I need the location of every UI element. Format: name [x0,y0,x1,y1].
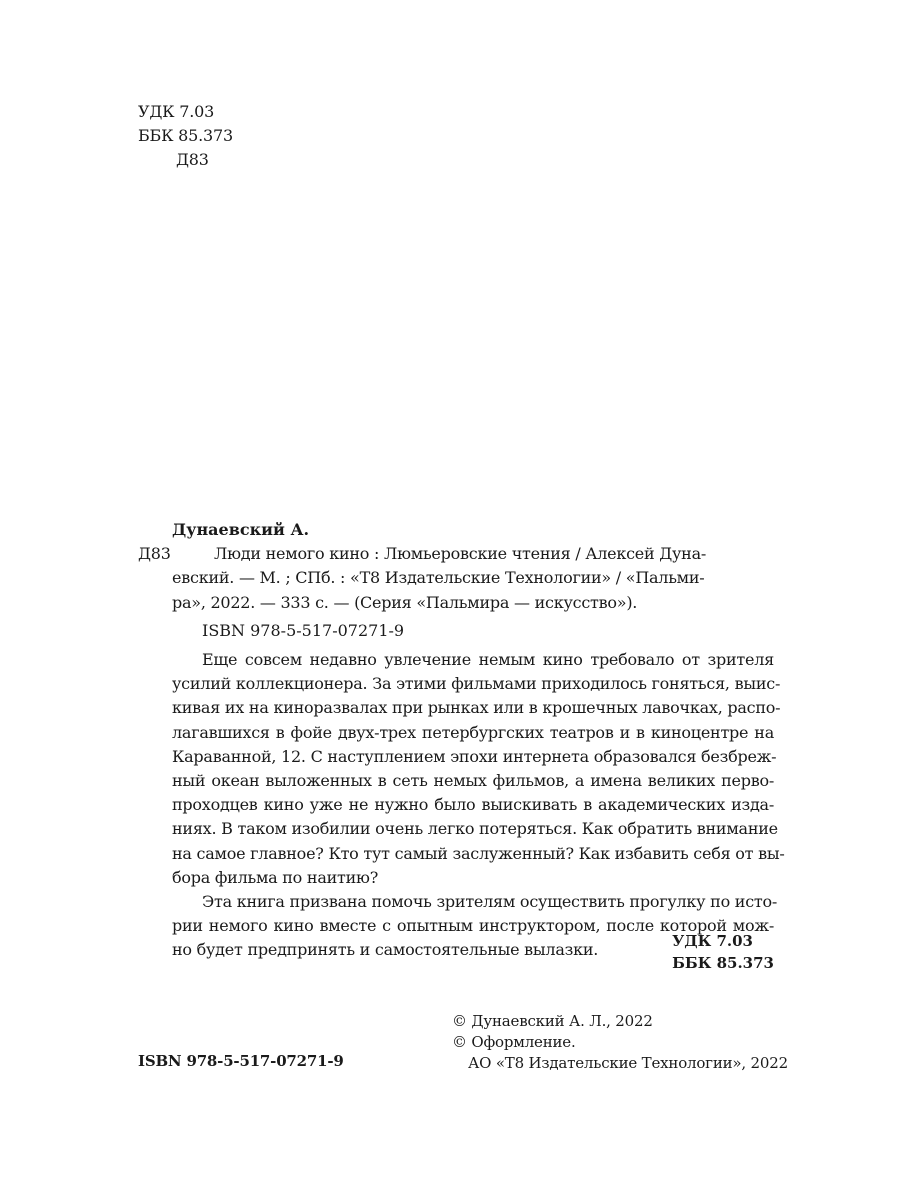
annotation-line: кивая их на киноразвалах при рынках или в крошечных лавочках, распо- [172,698,781,718]
description-line: Люди немого кино : Люмьеровские чтения / Алексей Дуна- [214,544,707,564]
top-classification-block [138,100,233,172]
annotation [138,648,785,963]
description-line: ра», 2022. — 333 с. — (Серия «Пальмира — искусство»). [172,592,638,612]
annotation-line: проходцев кино уже не нужно было выискивать в академических изда- [172,795,774,815]
author-heading: Дунаевский А. [172,520,310,539]
annotation-line: бора фильма по наитию? [172,867,379,887]
bbk-code: ББК 85.373 [138,126,233,145]
udk-code-right: УДК 7.03 [672,932,753,950]
copyright-author: © Дунаевский А. Л., 2022 [452,1012,653,1030]
bibliographic-description [138,542,774,615]
classification-right-block [672,930,774,974]
annotation-line: Эта книга призвана помочь зрителям осуществить прогулку по исто- [202,892,778,912]
annotation-line: рии немого кино вместе с опытным инструктором, после которой мож- [172,916,774,936]
annotation-line: Еще совсем недавно увлечение немым кино требовало от зрителя [202,650,774,670]
footer-isbn: ISBN 978-5-517-07271-9 [138,1052,344,1070]
annotation-line: но будет предпринять и самостоятельные вылазки. [172,940,599,960]
record-author-sign: Д83 [138,544,171,564]
record-isbn: ISBN 978-5-517-07271-9 [202,620,405,640]
annotation-line: на самое главное? Кто тут самый заслуженный? Как избавить себя от вы- [172,843,785,863]
annotation-line: ниях. В таком изобилии очень легко потеряться. Как обратить внимание [172,819,778,839]
bbk-code-right: ББК 85.373 [672,954,774,972]
copyright-publisher: АО «Т8 Издательские Технологии», 2022 [468,1054,788,1072]
annotation-line: ный океан выложенных в сеть немых фильмов, а имена великих перво- [172,771,774,791]
udk-code: УДК 7.03 [138,102,215,121]
copyright-block [452,1011,788,1074]
annotation-line: усилий коллекционера. За этими фильмами приходилось гоняться, выис- [172,674,781,694]
description-line: евский. — М. ; СПб. : «Т8 Издательские Технологии» / «Пальми- [172,568,705,588]
bibliographic-record [138,518,785,963]
annotation-line: Караванной, 12. С наступлением эпохи интернета образовался безбреж- [172,746,777,766]
author-sign: Д83 [176,150,209,169]
annotation-line: лагавшихся в фойе двух-трех петербургских театров и в киноцентре на [172,722,774,742]
copyright-design: © Оформление. [452,1033,576,1051]
